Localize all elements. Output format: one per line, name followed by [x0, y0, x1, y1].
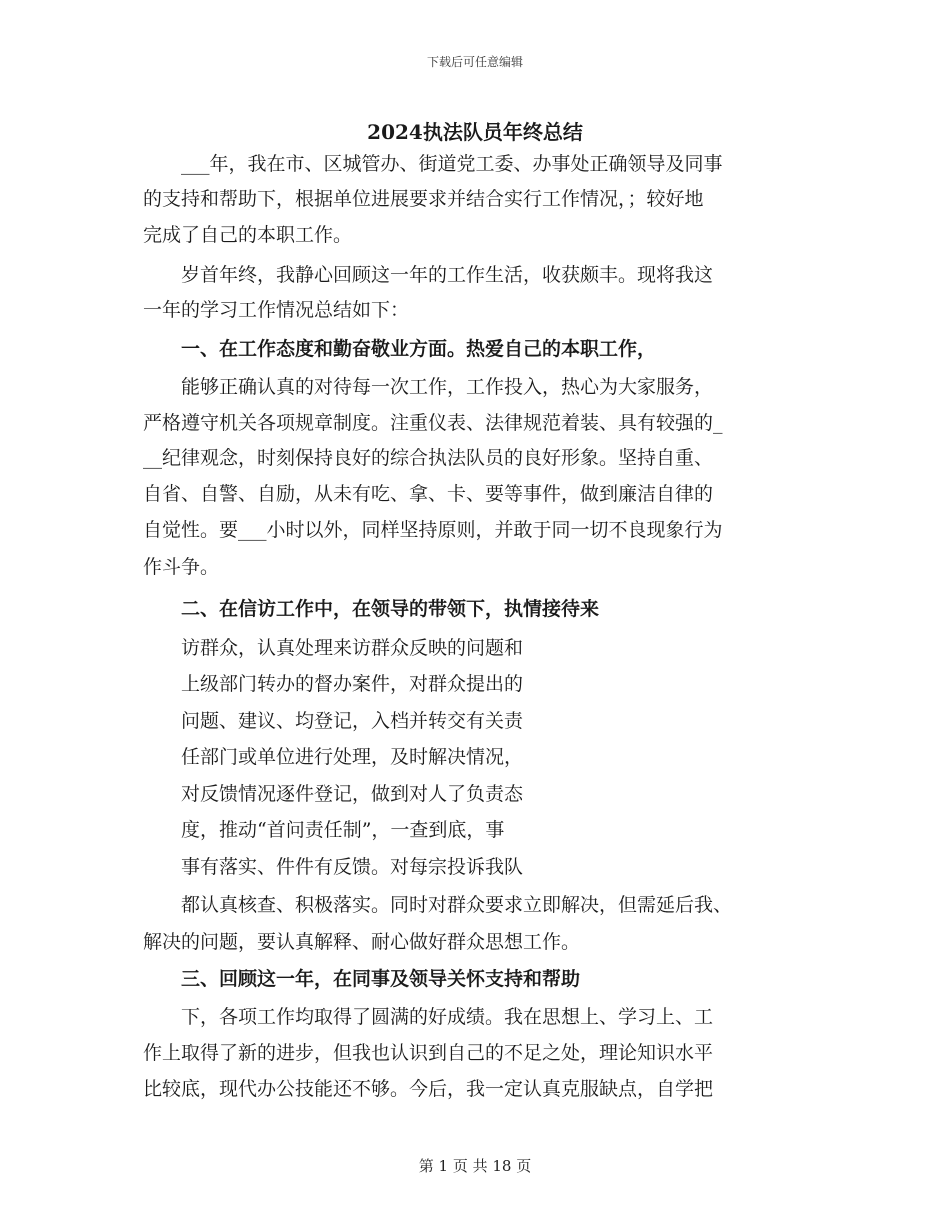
- page-header-note: 下载后可任意编辑: [426, 55, 523, 69]
- body-line: 一年的学习工作情况总结如下：: [143, 299, 410, 321]
- body-line: 上级部门转办的督办案件，对群众提出的: [143, 673, 524, 695]
- body-line: 完成了自己的本职工作。: [143, 224, 353, 246]
- body-line: 严格遵守机关各项规章制度。注重仪表、法律规范着装、具有较强的_: [143, 412, 723, 434]
- body-line: 作斗争。: [143, 556, 220, 578]
- section-heading-1: 一、在工作态度和勤奋敬业方面。热爱自己的本职工作，: [143, 338, 657, 360]
- section-heading-3: 三、回顾这一年，在同事及领导关怀支持和帮助: [143, 968, 581, 990]
- body-line: 自省、自警、自励，从未有吃、拿、卡、要等事件，做到廉洁自律的: [143, 483, 714, 505]
- page-number: 第 1 页 共 18 页: [418, 1157, 532, 1175]
- body-line: 任部门或单位进行处理，及时解决情况，: [143, 746, 524, 768]
- body-line: 对反馈情况逐件登记，做到对人了负责态: [143, 783, 524, 805]
- body-line: 问题、建议、均登记，入档并转交有关责: [143, 710, 524, 732]
- body-line: 访群众，认真处理来访群众反映的问题和: [143, 637, 524, 659]
- body-line: 自觉性。要___小时以外，同样坚持原则，并敢于同一切不良现象行为: [143, 519, 723, 541]
- body-line: ___年，我在市、区城管办、街道党工委、办事处正确领导及同事: [143, 153, 723, 175]
- body-line: 下，各项工作均取得了圆满的好成绩。我在思想上、学习上、工: [143, 1006, 714, 1028]
- body-line: 事有落实、件件有反馈。对每宗投诉我队: [143, 856, 524, 878]
- body-line: 的支持和帮助下，根据单位进展要求并结合实行工作情况，；较好地: [143, 188, 704, 210]
- section-heading-2: 二、在信访工作中，在领导的带领下，执情接待来: [143, 598, 600, 620]
- body-line: 解决的问题，要认真解释、耐心做好群众思想工作。: [143, 931, 581, 953]
- body-line: 都认真核查、积极落实。同时对群众要求立即解决，但需延后我、: [143, 894, 733, 916]
- body-line: 作上取得了新的进步，但我也认识到自己的不足之处，理论知识水平: [143, 1042, 714, 1064]
- body-line: __纪律观念，时刻保持良好的综合执法队员的良好形象。坚持自重、: [143, 447, 714, 469]
- body-line: 能够正确认真的对待每一次工作，工作投入，热心为大家服务，: [143, 376, 714, 398]
- body-line: 度，推动“首问责任制”，一查到底，事: [143, 819, 505, 841]
- document-title: 2024执法队员年终总结: [367, 120, 583, 144]
- body-line: 岁首年终，我静心回顾这一年的工作生活，收获颇丰。现将我这: [143, 264, 714, 286]
- body-line: 比较底，现代办公技能还不够。今后，我一定认真克服缺点，自学把: [143, 1078, 714, 1100]
